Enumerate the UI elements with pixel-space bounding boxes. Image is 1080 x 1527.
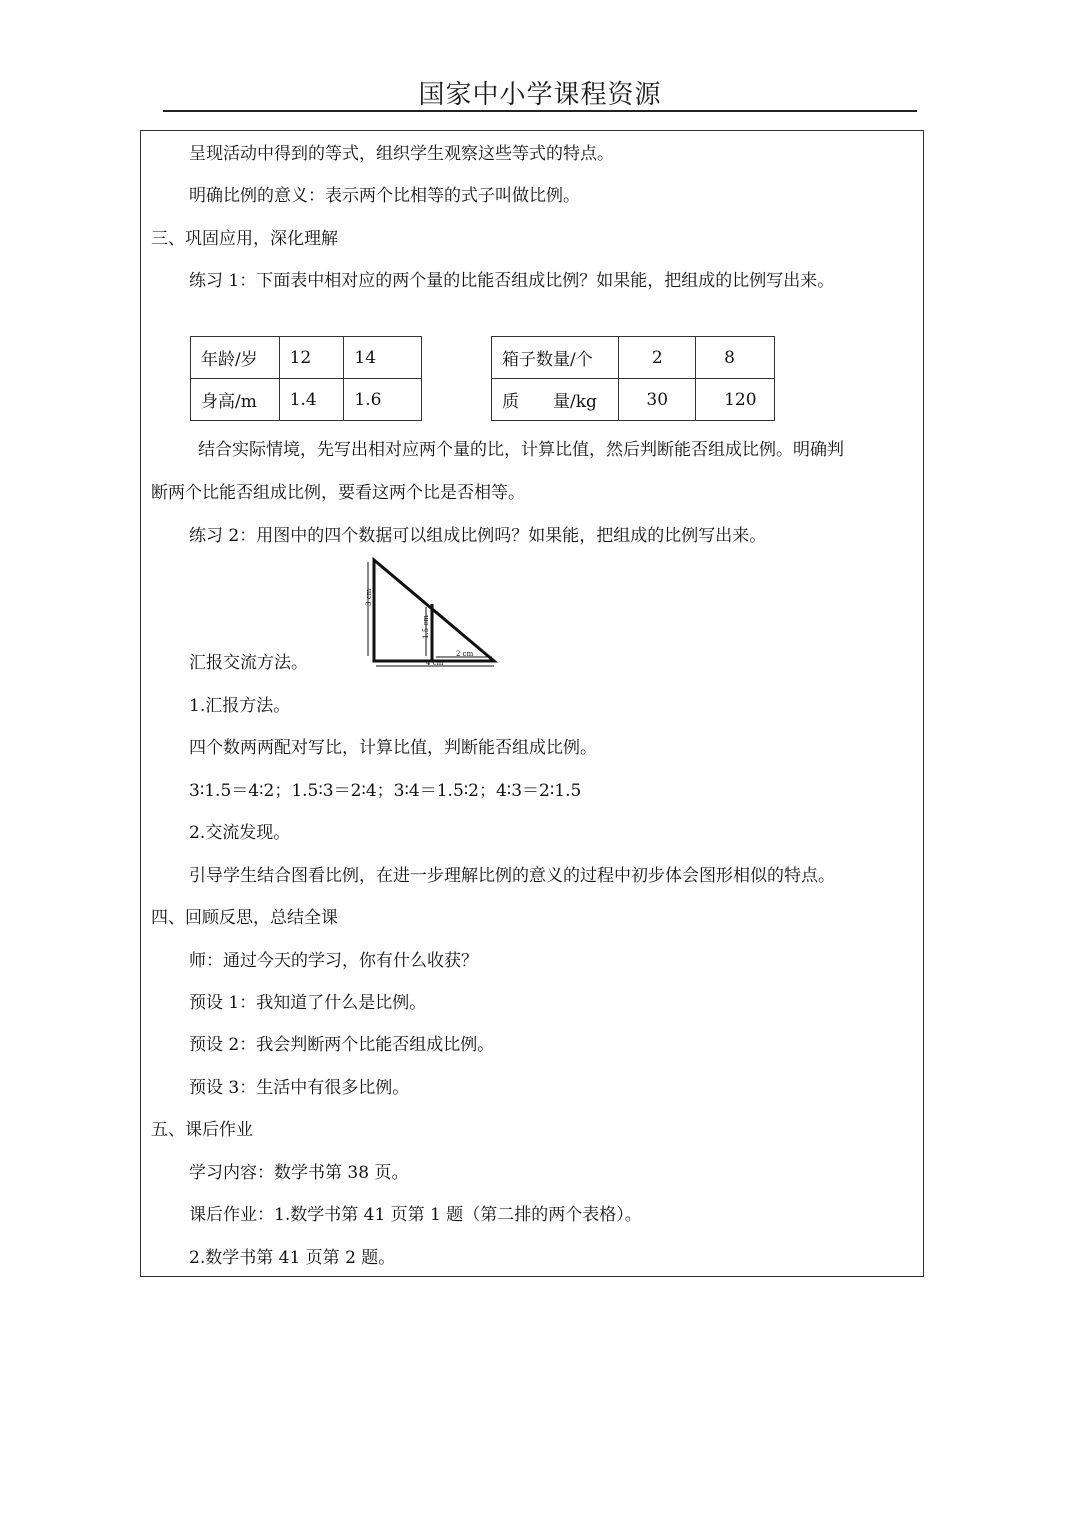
section-heading-4: 四、回顾反思，总结全课 [151,908,338,928]
method-1-description: 四个数两两配对写比，计算比值，判断能否组成比例。 [189,738,597,758]
paragraph-explain-line1: 结合实际情境，先写出相对应两个量的比，计算比值，然后判断能否组成比例。明确判 [198,440,844,460]
label-2cm: 2 cm [456,650,474,658]
homework-2: 2.数学书第 41 页第 2 题。 [189,1248,396,1268]
method-2-title: 2.交流发现。 [189,823,291,843]
table-cell: 14 [344,337,422,379]
exercise-2: 练习 2：用图中的四个数据可以组成比例吗？如果能，把组成的比例写出来。 [189,526,767,546]
table-cell: 1.6 [344,379,422,421]
section-heading-5: 五、课后作业 [151,1120,253,1140]
header-rule [163,110,917,112]
method-1-title: 1.汇报方法。 [189,696,291,716]
expected-answer-1: 预设 1：我知道了什么是比例。 [189,993,427,1013]
table-cell: 120 [696,379,775,421]
exercise-1: 练习 1：下面表中相对应的两个量的比能否组成比例？如果能，把组成的比例写出来。 [189,271,835,291]
table-cell: 年龄/岁 [191,337,280,379]
expected-answer-3: 预设 3：生活中有很多比例。 [189,1078,410,1098]
table-cell: 8 [696,337,775,379]
table-row [492,379,775,421]
age-height-table [190,336,422,421]
box-weight-table [491,336,775,421]
teacher-question: 师：通过今天的学习，你有什么收获？ [189,951,478,971]
label-1-5cm: 1.5 cm [422,615,430,639]
table-cell: 质 量/kg [492,379,619,421]
table-cell: 2 [619,337,696,379]
method-2-description: 引导学生结合图看比例，在进一步理解比例的意义的过程中初步体会图形相似的特点。 [189,866,835,886]
table-row [492,337,775,379]
paragraph-explain-line2: 断两个比能否组成比例，要看这两个比是否相等。 [151,483,525,503]
paragraph-definition: 明确比例的意义：表示两个比相等的式子叫做比例。 [189,186,580,206]
similar-triangles-figure [360,556,500,670]
table-cell: 身高/m [191,379,280,421]
report-methods: 汇报交流方法。 [189,653,308,673]
table-cell: 1.4 [279,379,344,421]
ratio-equations: 3∶1.5＝4∶2；1.5∶3＝2∶4；3∶4＝1.5∶2；4∶3＝2∶1.5 [189,781,582,801]
table-row [191,337,422,379]
page-header-title: 国家中小学课程资源 [418,80,662,110]
expected-answer-2: 预设 2：我会判断两个比能否组成比例。 [189,1035,495,1055]
table-cell: 30 [619,379,696,421]
paragraph-equations: 呈现活动中得到的等式，组织学生观察这些等式的特点。 [189,144,614,164]
label-4cm: 4 cm [426,659,444,667]
table-cell: 12 [279,337,344,379]
table-cell: 箱子数量/个 [492,337,619,379]
section-heading-3: 三、巩固应用，深化理解 [151,229,338,249]
study-content: 学习内容：数学书第 38 页。 [189,1163,409,1183]
homework-1: 课后作业：1.数学书第 41 页第 1 题（第二排的两个表格）。 [189,1205,642,1225]
table-row [191,379,422,421]
outer-triangle [374,560,494,661]
label-3cm: 3 cm [365,588,373,606]
